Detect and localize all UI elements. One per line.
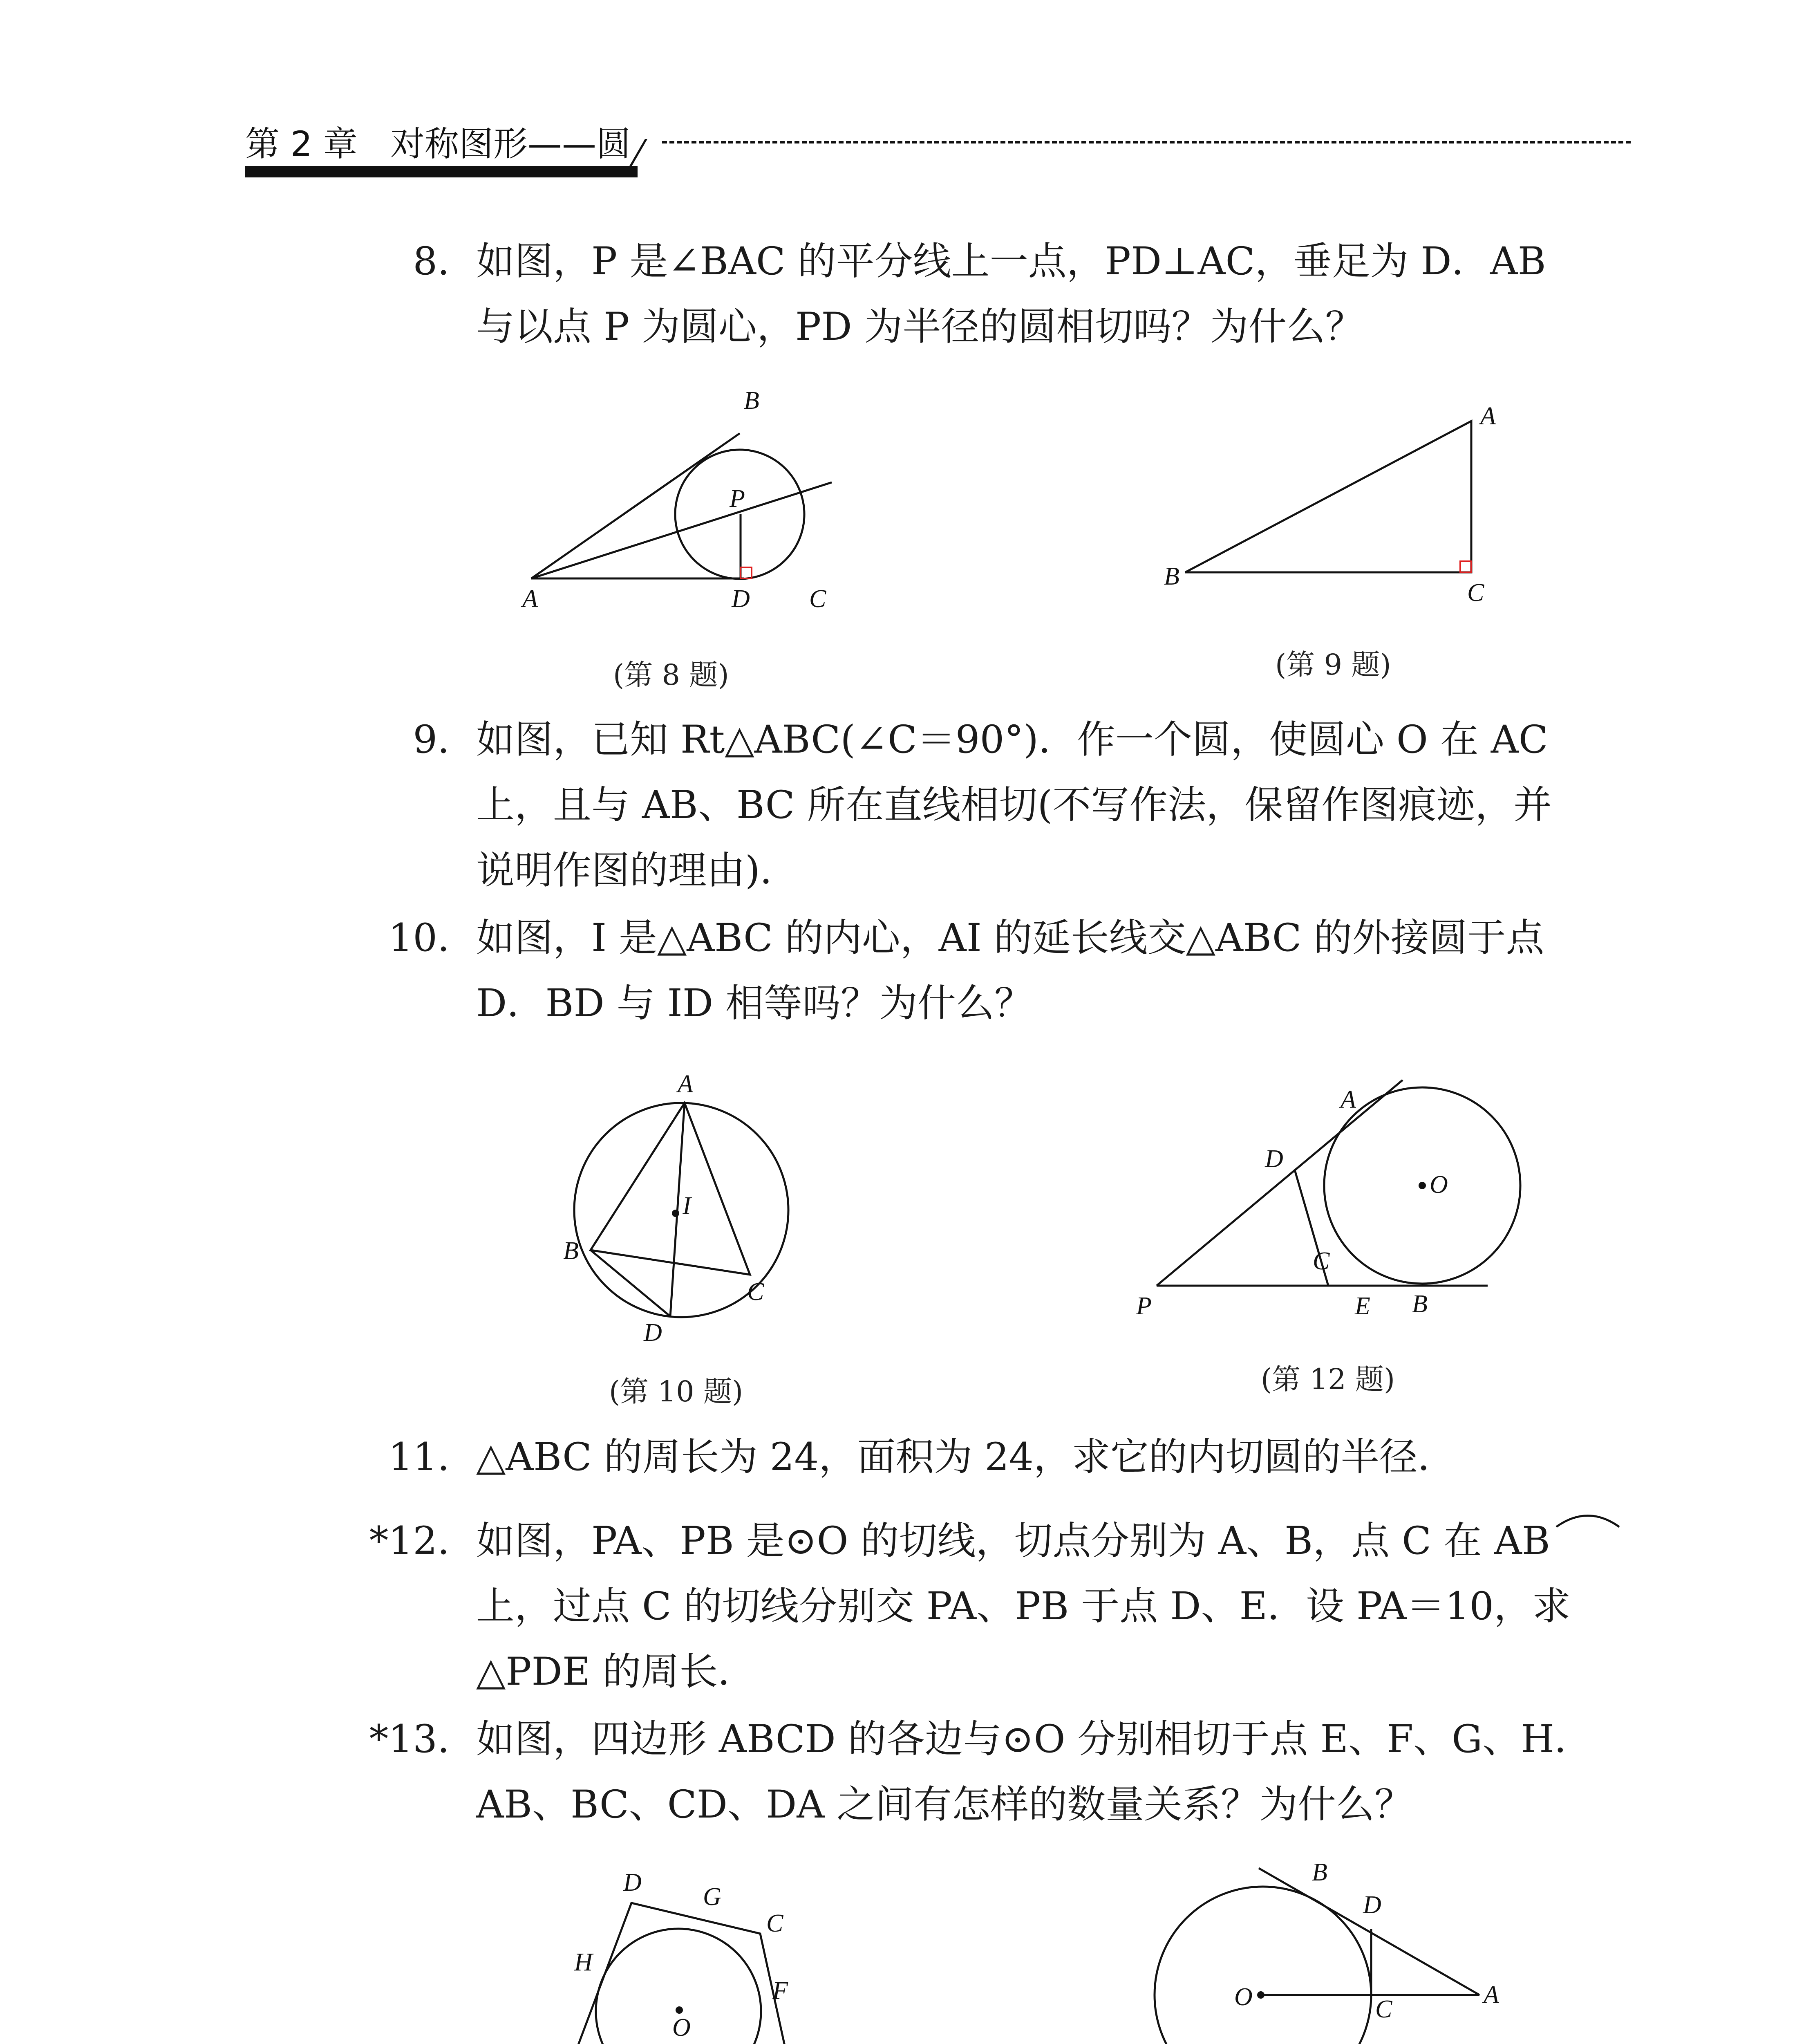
question-line: 如图，P 是∠BAC 的平分线上一点，PD⊥AC，垂足为 D．AB <box>476 239 1546 284</box>
question-number: 10. <box>388 916 450 960</box>
header-dashed-rule <box>662 141 1631 143</box>
label-i: I <box>683 1192 691 1220</box>
label-g: G <box>703 1883 721 1911</box>
question-number: 11. <box>388 1435 450 1479</box>
chapter-number: 第 2 章 <box>245 124 358 164</box>
question-line: 如图，I 是△ABC 的内心，AI 的延长线交△ABC 的外接圆于点 <box>476 916 1544 960</box>
question-line: 如图，已知 Rt△ABC(∠C＝90°)．作一个圆，使圆心 O 在 AC <box>476 717 1548 762</box>
question-line: △PDE 的周长． <box>476 1650 756 1694</box>
caption-q8: (第 8 题) <box>613 658 729 692</box>
right-angle-mark <box>741 567 752 578</box>
label-f: F <box>772 1977 788 2005</box>
question-number: 8. <box>413 239 450 284</box>
label-b: B <box>1164 563 1179 590</box>
arc-mark <box>1553 1508 1623 1529</box>
label-p: P <box>1136 1292 1152 1320</box>
figure-9 <box>1144 392 1512 613</box>
figure-10 <box>552 1059 838 1345</box>
label-a: A <box>678 1070 693 1098</box>
caption-q9: (第 9 题) <box>1275 648 1391 681</box>
label-p: P <box>730 485 745 513</box>
label-o: O <box>672 2014 691 2042</box>
label-h: H <box>574 1948 593 1976</box>
bisector <box>531 482 832 578</box>
header-underline <box>245 166 638 177</box>
label-b: B <box>1312 1858 1327 1886</box>
triangle-abc <box>591 1103 750 1275</box>
label-c: C <box>1313 1247 1330 1275</box>
question-line: 与以点 P 为圆心，PD 为半径的圆相切吗？为什么？ <box>476 305 1364 349</box>
triangle-abc <box>1185 421 1471 572</box>
circle-o <box>1155 1887 1371 2044</box>
center-point <box>1419 1182 1426 1189</box>
caption-q12: (第 12 题) <box>1261 1363 1395 1396</box>
label-b: B <box>563 1237 579 1265</box>
label-o: O <box>1234 1983 1253 2011</box>
question-line: 如图，PA、PB 是⊙O 的切线，切点分别为 A、B，点 C 在 AB <box>476 1519 1550 1563</box>
question-line: 上，过点 C 的切线分别交 PA、PB 于点 D、E．设 PA＝10，求 <box>476 1584 1571 1629</box>
label-c: C <box>809 585 826 613</box>
question-number: *13. <box>369 1717 450 1762</box>
chapter-header <box>245 117 631 166</box>
label-a: A <box>1341 1086 1356 1114</box>
right-angle-mark <box>1460 561 1471 572</box>
label-b: B <box>1412 1290 1428 1318</box>
question-line: 上，且与 AB、BC 所在直线相切(不写作法，保留作图痕迹，并 <box>476 783 1552 827</box>
chapter-title: 对称图形——圆 <box>390 124 631 164</box>
figure-13 <box>531 1864 858 2044</box>
question-line: AB、BC、CD、DA 之间有怎样的数量关系？为什么？ <box>476 1782 1413 1827</box>
center-point <box>676 2006 683 2014</box>
label-c: C <box>1467 579 1484 607</box>
caption-q10: (第 10 题) <box>609 1375 743 1408</box>
question-line: D．BD 与 ID 相等吗？为什么？ <box>476 981 1033 1026</box>
label-d: D <box>1363 1891 1381 1919</box>
ray-ab <box>531 433 740 578</box>
label-d: D <box>623 1869 642 1896</box>
label-c: C <box>1375 1995 1392 2023</box>
question-number: 9. <box>413 717 450 762</box>
label-d: D <box>644 1319 662 1347</box>
label-b: B <box>744 387 759 415</box>
label-d: D <box>1265 1145 1283 1173</box>
label-a: A <box>522 585 538 613</box>
label-o: O <box>1430 1171 1448 1199</box>
question-line: 说明作图的理由)． <box>476 848 799 893</box>
figure-8 <box>490 384 858 621</box>
figure-12 <box>1124 1063 1553 1341</box>
label-e: E <box>1355 1292 1370 1320</box>
label-c: C <box>766 1910 783 1937</box>
question-line: 如图，四边形 ABCD 的各边与⊙O 分别相切于点 E、F、G、H． <box>476 1717 1593 1762</box>
center-point <box>1257 1991 1264 1999</box>
label-a: A <box>1480 402 1496 430</box>
label-c: C <box>747 1278 764 1306</box>
question-line: △ABC 的周长为 24，面积为 24，求它的内切圆的半径． <box>476 1435 1456 1479</box>
label-a: A <box>1484 1981 1499 2009</box>
incenter-point <box>672 1210 679 1217</box>
question-number: *12. <box>369 1519 450 1563</box>
figure-14 <box>1124 1852 1533 2044</box>
line-pa <box>1157 1080 1403 1286</box>
label-d: D <box>732 585 750 613</box>
